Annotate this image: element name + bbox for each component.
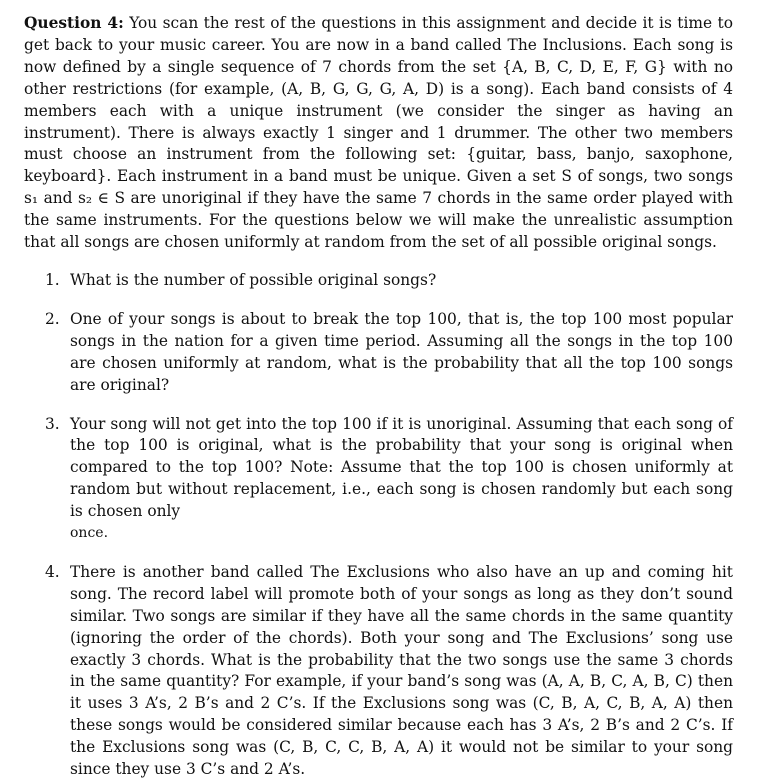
sub-question-2-text: One of your songs is about to break the top 100, that is, the top 100 most popular songs in the nation for a given time period. Assuming all the songs in the top 100 are chosen uniformly at random, what is the probability that all the top 100 songs are original? bbox=[70, 309, 733, 394]
sub-question-3 bbox=[45, 414, 733, 545]
question-intro-text: You scan the rest of the questions in this assignment and decide it is time to get back to your music career. You are now in a band called The Inclusions. Each song is now defined by a single sequence of 7 chords from the set {A, B, C, D, E, F, G} with no other restrictions (for example, (A, B, G, G, G, A, D) is a song). Each band consists of 4 members each with a unique instrument (we consider the singer as having an instrument). There is always exactly 1 singer and 1 drummer. The other two members must choose an instrument from the following set: {guitar, bass, banjo, saxophone, keyboard}. Each instrument in a band must be unique. Given a set S of songs, two songs s₁ and s₂ ∈ S are unoriginal if they have the same 7 chords in the same order played with the same instruments. For the questions below we will make the unrealistic assumption that all songs are chosen uniformly at random from the set of all possible original songs. bbox=[24, 14, 733, 252]
sub-question-4 bbox=[45, 562, 733, 781]
sub-question-3-number: 3. bbox=[45, 414, 60, 433]
sub-question-list bbox=[24, 270, 733, 781]
question-label: Question 4: bbox=[24, 14, 124, 32]
sub-question-2-number: 2. bbox=[45, 309, 60, 328]
sub-question-4-number: 4. bbox=[45, 562, 60, 581]
sub-question-3-text: Your song will not get into the top 100 if it is unoriginal. Assuming that each song of the top 100 is original, what is the probability that your song is original when compared to the top 100? Note: Assume that the top 100 is chosen uniformly at random but without replacement, i.e., each song is chosen randomly but each song is chosen only bbox=[70, 414, 733, 521]
sub-question-3-tail: once. bbox=[70, 525, 109, 542]
sub-question-1-number: 1. bbox=[45, 270, 60, 289]
sub-question-4-text: There is another band called The Exclusions who also have an up and coming hit song. The record label will promote both of your songs as long as they don’t sound similar. Two songs are similar if they have all the same chords in the same quantity (ignoring the order of the chords). Both your song and The Exclusions’ song use exactly 3 chords. What is the probability that the two songs use the same 3 chords in the same quantity? For example, if your band’s song was (A, A, B, C, A, B, C) then it uses 3 A’s, 2 B’s and 2 C’s. If the Exclusions song was (C, B, A, C, B, A, A) then these songs would be considered similar because each has 3 A’s, 2 B’s and 2 C’s. If the Exclusions song was (C, B, C, C, B, A, A) it would not be similar to your song since they use 3 C’s and 2 A’s. bbox=[70, 562, 733, 779]
sub-question-1 bbox=[45, 270, 733, 292]
question-intro-paragraph bbox=[24, 13, 733, 254]
sub-question-1-text: What is the number of possible original songs? bbox=[70, 270, 437, 289]
sub-question-2 bbox=[45, 309, 733, 397]
